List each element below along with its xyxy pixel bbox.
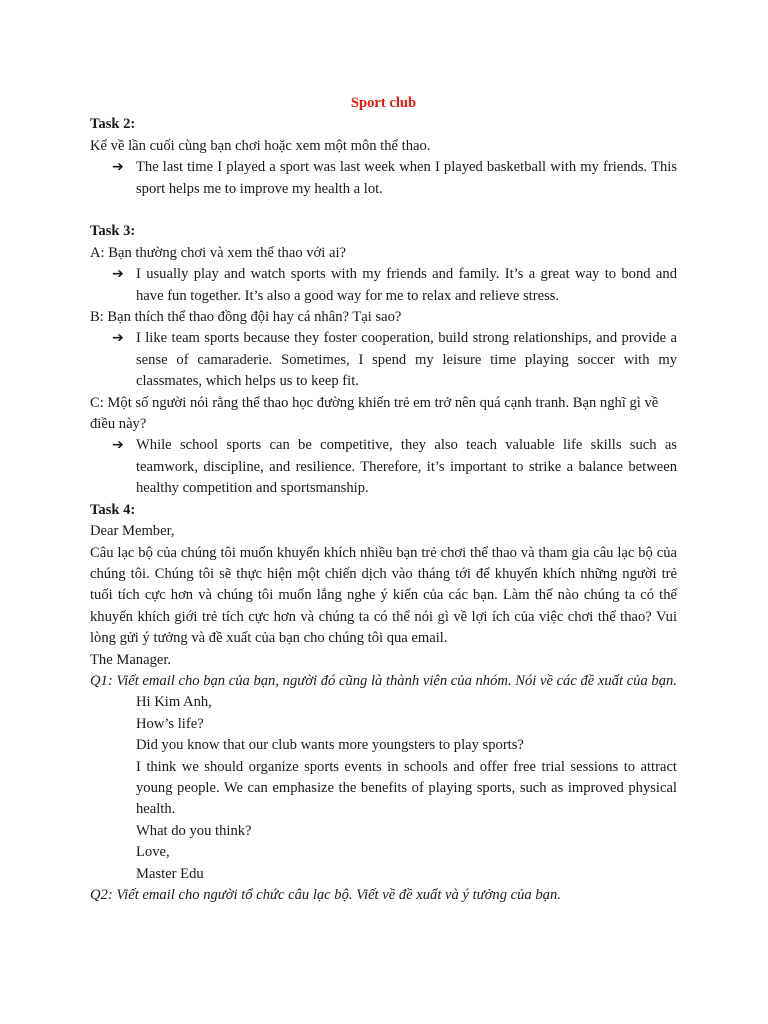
task3-answer-b-block bbox=[90, 328, 677, 392]
task3-heading: Task 3: bbox=[90, 223, 136, 240]
task2-prompt: Kể về lần cuối cùng bạn chơi hoặc xem một môn thể thao. bbox=[90, 137, 431, 154]
arrow-right-icon: ➔ bbox=[112, 266, 124, 283]
email-signature: Master Edu bbox=[136, 865, 204, 882]
task4-signoff: The Manager. bbox=[90, 651, 172, 668]
task3-question-c: C: Một số người nói rằng thể thao học đường khiến trẻ em trở nên quá cạnh tranh. Bạn nghĩ gì về điều này? bbox=[90, 394, 659, 433]
task2-heading: Task 2: bbox=[90, 116, 136, 133]
task4-heading: Task 4: bbox=[90, 501, 136, 518]
email-line-1: How’s life? bbox=[136, 715, 204, 732]
sample-email bbox=[90, 692, 677, 885]
arrow-right-icon: ➔ bbox=[112, 437, 124, 454]
task2-answer: The last time I played a sport was last week when I played basketball with my friends. This sport helps me to improve my health a lot. bbox=[136, 159, 677, 197]
task3-answer-a-block bbox=[90, 264, 677, 307]
document-title: Sport club bbox=[350, 95, 417, 111]
email-closing: Love, bbox=[136, 844, 170, 861]
task3-answer-b: I like team sports because they foster cooperation, build strong relationships, and provide a sense of camaraderie. Sometimes, I spend my leisure time playing soccer with my classmates, which helps us to keep fit. bbox=[136, 330, 677, 390]
spacer bbox=[90, 200, 677, 221]
task3-question-b: B: Bạn thích thể thao đồng đội hay cá nhân? Tại sao? bbox=[90, 309, 402, 326]
email-line-2: Did you know that our club wants more youngsters to play sports? bbox=[136, 737, 524, 754]
task3-answer-a: I usually play and watch sports with my friends and family. It’s a great way to bond and have fun together. It’s also a good way for me to relax and relieve stress. bbox=[136, 266, 677, 304]
task4-body: Câu lạc bộ của chúng tôi muốn khuyến khích nhiều bạn trẻ chơi thể thao và tham gia câu lạc bộ của chúng tôi. Chúng tôi sẽ thực hiện một chiến dịch vào tháng tới để khuyến khích những người trẻ tuổi tích cực hơn và chúng tôi muốn lắng nghe ý kiến của các bạn. Làm thế nào chúng ta có thể khuyến khích giới trẻ tích cực hơn và chúng ta có thể nói gì về lợi ích của việc chơi thể thao? Vui lòng gửi ý tưởng và đề xuất của bạn cho chúng tôi qua email. bbox=[90, 544, 677, 647]
task3-answer-c-block bbox=[90, 435, 677, 499]
task3-answer-c: While school sports can be competitive, they also teach valuable life skills such as teamwork, discipline, and resilience. Therefore, it’s important to strike a balance between healthy competition and sportsmanship. bbox=[136, 437, 677, 497]
email-greeting: Hi Kim Anh, bbox=[136, 694, 212, 711]
task3-question-a: A: Bạn thường chơi và xem thể thao với ai? bbox=[90, 244, 346, 261]
email-line-4: What do you think? bbox=[136, 822, 252, 839]
document-page bbox=[90, 93, 677, 906]
task4-question-2: Q2: Viết email cho người tổ chức câu lạc bộ. Viết về đề xuất và ý tưởng của bạn. bbox=[90, 887, 561, 904]
arrow-right-icon: ➔ bbox=[112, 159, 124, 176]
email-line-3: I think we should organize sports events in schools and offer free trial sessions to attract young people. We can emphasize the benefits of playing sports, such as improved physical health. bbox=[136, 758, 677, 818]
arrow-right-icon: ➔ bbox=[112, 330, 124, 347]
task2-answer-block bbox=[90, 157, 677, 200]
task4-greeting: Dear Member, bbox=[90, 523, 175, 540]
task4-question-1: Q1: Viết email cho bạn của bạn, người đó cũng là thành viên của nhóm. Nói về các đề xuất của bạn. bbox=[90, 672, 677, 689]
